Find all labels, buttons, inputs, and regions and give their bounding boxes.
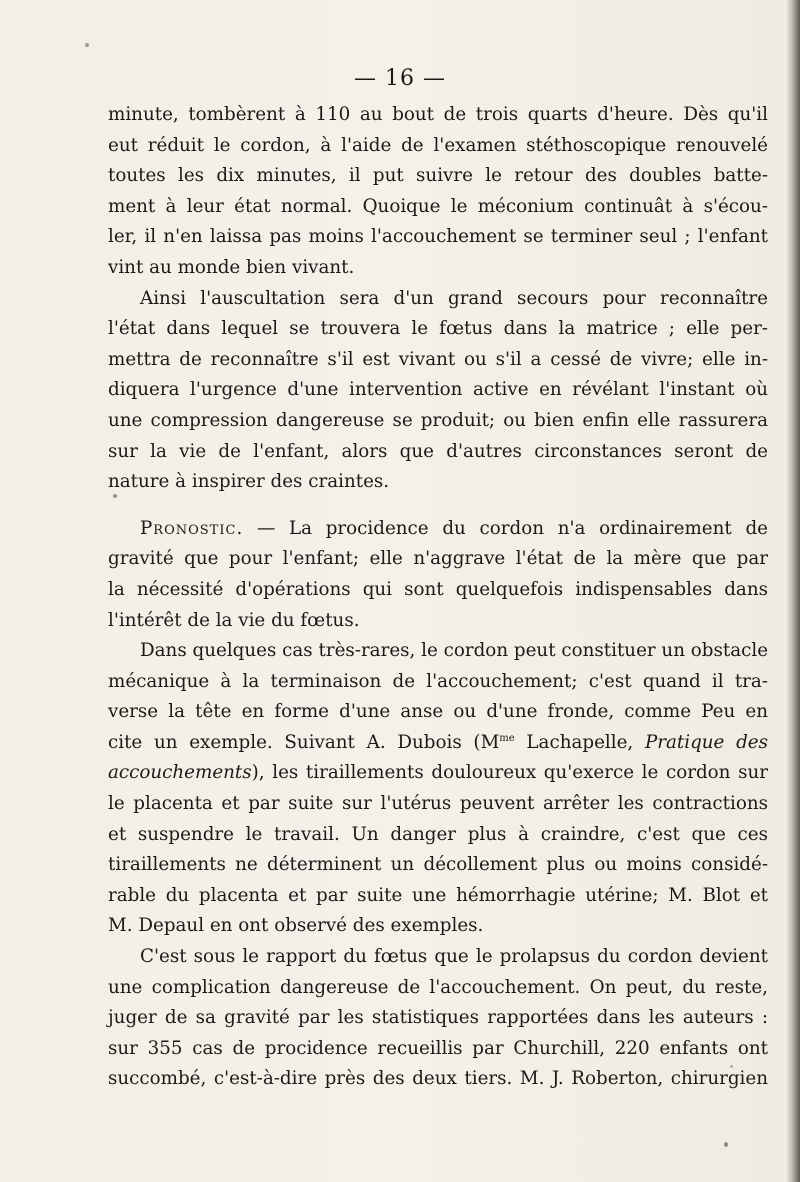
- text-line: et suspendre le travail. Un danger plus à craindre, c'est que ces: [108, 823, 768, 845]
- book-title: Pratique des: [644, 731, 768, 753]
- text-line: [108, 728, 768, 759]
- text-line: mécanique à la terminaison de l'accouchement; c'est quand il tra-: [108, 670, 768, 692]
- page-edge-shadow: [786, 0, 800, 1182]
- text-line: eut réduit le cordon, à l'aide de l'examen stéthoscopique renouvelé: [108, 134, 768, 156]
- text-line: l'état dans lequel se trouvera le fœtus dans la matrice ; elle per-: [108, 318, 768, 340]
- text-line: mettra de reconnaître s'il est vivant ou s'il a cessé de vivre; elle in-: [108, 348, 768, 370]
- text-line: diquera l'urgence d'une intervention active en révélant l'instant où: [108, 379, 768, 401]
- text-line: une compression dangereuse se produit; ou bien enfin elle rassurera: [108, 409, 768, 431]
- text-line: sur la vie de l'enfant, alors que d'autres circonstances seront de: [108, 440, 768, 462]
- text-line: une complication dangereuse de l'accouchement. On peut, du reste,: [108, 976, 768, 998]
- text-line: l'intérêt de la vie du fœtus.: [108, 609, 360, 631]
- paragraph-1: [108, 100, 768, 284]
- paragraph-2: [108, 284, 768, 498]
- text-line: ler, il n'en laissa pas moins l'accouchement se terminer seul ; l'enfant: [108, 226, 768, 248]
- paper-speck: [113, 494, 117, 498]
- text-line: juger de sa gravité par les statistiques rapportées dans les auteurs :: [108, 1007, 768, 1029]
- text-line: ment à leur état normal. Quoique le méconium continuât à s'écou-: [108, 195, 768, 217]
- page-body: [108, 100, 768, 1095]
- page-number: — 16 —: [354, 66, 446, 91]
- superscript: me: [499, 732, 515, 744]
- text-run: Lachapelle,: [514, 731, 645, 753]
- text-line: Dans quelques cas très-rares, le cordon peut constituer un obstacle: [140, 640, 769, 662]
- text-line: C'est sous le rapport du fœtus que le prolapsus du cordon devient: [140, 946, 768, 968]
- text-line: M. Depaul en ont observé des exemples.: [108, 915, 484, 937]
- text-line: rable du placenta et par suite une hémorrhagie utérine; M. Blot et: [108, 884, 768, 906]
- text-line: Ainsi l'auscultation sera d'un grand secours pour reconnaître: [140, 287, 768, 309]
- text-line: gravité que pour l'enfant; elle n'aggrave l'état de la mère que par: [108, 548, 768, 570]
- paragraph-5: [108, 942, 768, 1095]
- text-line: le placenta et par suite sur l'utérus peuvent arrêter les contractions: [108, 793, 768, 815]
- paragraph-pronostic: [108, 514, 768, 636]
- text-line: la nécessité d'opérations qui sont quelquefois indispensables dans: [108, 578, 768, 600]
- text-line: succombé, c'est-à-dire près des deux tiers. M. J. Roberton, chirurgien: [108, 1068, 768, 1090]
- text-line: nature à inspirer des craintes.: [108, 471, 390, 493]
- text-line: [108, 758, 768, 789]
- text-run: — La procidence du cordon n'a ordinairement de: [243, 517, 768, 539]
- paragraph-4: [108, 636, 768, 942]
- text-run: cite un exemple. Suivant A. Dubois (M: [108, 731, 500, 753]
- text-line: vint au monde bien vivant.: [108, 256, 355, 278]
- text-line: tiraillements ne déterminent un décollement plus ou moins considé-: [108, 854, 768, 876]
- paper-speck: [85, 43, 89, 47]
- section-heading: Pronostic.: [140, 517, 244, 539]
- text-run: ), les tiraillements douloureux qu'exerce le cordon sur: [251, 762, 768, 784]
- text-line: minute, tombèrent à 110 au bout de trois quarts d'heure. Dès qu'il: [108, 104, 768, 125]
- text-line: [108, 514, 768, 545]
- text-line: sur 355 cas de procidence recueillis par Churchill, 220 enfants ont: [108, 1037, 768, 1059]
- paper-speck: [724, 1142, 728, 1147]
- text-line: verse la tête en forme d'une anse ou d'une fronde, comme Peu en: [108, 701, 768, 723]
- paper-speck: [730, 1065, 733, 1068]
- paragraph-gap: [108, 498, 768, 514]
- book-title: accouchements: [108, 762, 252, 784]
- text-line: toutes les dix minutes, il put suivre le retour des doubles batte-: [108, 165, 768, 187]
